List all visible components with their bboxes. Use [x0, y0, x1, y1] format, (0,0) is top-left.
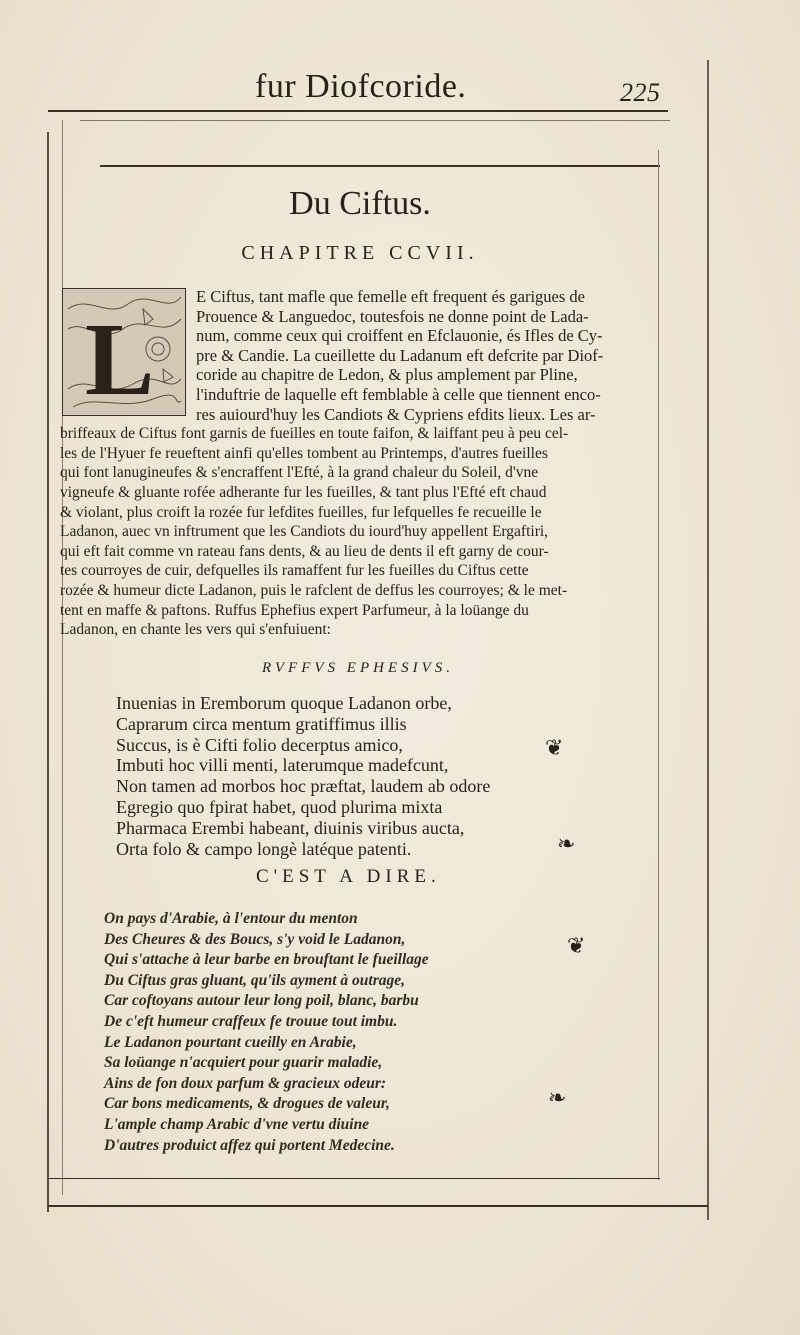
- latin-verse-line: Caprarum circa mentum gratiffimus illis: [116, 713, 407, 734]
- latin-verse-line: Non tamen ad morbos hoc præftat, laudem ab odore: [116, 776, 491, 797]
- fleuron-icon: ❦: [545, 736, 564, 761]
- body-line: Ladanon, en chante les vers qui s'enfuiuent:: [60, 621, 331, 639]
- body-line: tes courroyes de cuir, defquelles ils ramaffent fur les fueilles du Ciftus cette: [60, 562, 529, 580]
- svg-text:L: L: [85, 302, 155, 415]
- french-verse-line: Qui s'attache à leur barbe en brouftant le fueillage: [104, 951, 429, 969]
- french-verse-line: Sa loüange n'acquiert pour guarir maladie,: [104, 1054, 383, 1072]
- latin-verse-line: Orta folo & campo longè latéque patenti.: [116, 838, 412, 859]
- latin-verse-line: Egregio quo fpirat habet, quod plurima mixta: [116, 797, 443, 817]
- body-line: coride au chapitre de Ledon, & plus amplement par Pline,: [196, 365, 578, 385]
- decorated-initial: [62, 288, 186, 416]
- body-line: & violant, plus croift la rozée fur lefdites fueilles, fur lefquelles fe recueille le: [60, 503, 542, 521]
- body-line: briffeaux de Ciftus font garnis de fueilles en toute faifon, & laiffant peu à peu cel-: [60, 425, 569, 443]
- bottom-rule: [48, 1205, 708, 1207]
- body-line: Ladanon, auec vn inftrument que les Candiots du iourd'huy appellent Ergaftiri,: [60, 523, 549, 541]
- body-line: rozée & humeur dicte Ladanon, puis le rafclent de deffus les courroyes; & le met-: [60, 582, 568, 599]
- top-rule-thin: [80, 120, 670, 121]
- frame-right: [707, 60, 709, 1220]
- french-verse-line: D'autres produict affez qui portent Medecine.: [104, 1136, 395, 1154]
- body-line: num, comme ceux qui croiffent en Efclauonie, és Ifles de Cy-: [196, 326, 603, 346]
- decorated-initial-icon: [63, 289, 185, 415]
- fleuron-icon: ❧: [548, 1086, 567, 1111]
- french-verse-line: Car bons medicaments, & drogues de valeur,: [104, 1095, 390, 1113]
- body-line: pre & Candie. La cueillette du Ladanum eft defcrite par Diof-: [196, 345, 604, 365]
- french-verse-line: On pays d'Arabie, à l'entour du menton: [104, 910, 358, 927]
- frame-left-inner: [62, 120, 63, 1195]
- fleuron-icon: ❦: [567, 934, 586, 959]
- french-verse-line: Du Ciftus gras gluant, qu'ils ayment à outrage,: [104, 971, 406, 989]
- french-verse-line: L'ample champ Arabic d'vne vertu diuine: [104, 1116, 370, 1133]
- french-verse-line: Car coftoyans autour leur long poil, blanc, barbu: [104, 992, 419, 1010]
- body-line: vigneufe & gluante rofée adherante fur les fueilles, & tant plus l'Efté eft chaud: [60, 484, 547, 501]
- body-line: l'induftrie de laquelle eft femblable à celle que tiennent enco-: [196, 385, 601, 404]
- latin-verse-line: Succus, is è Cifti folio decerptus amico,: [116, 734, 403, 755]
- latin-verse-line: Inuenias in Eremborum quoque Ladanon orbe,: [116, 693, 452, 713]
- page-number: 225: [620, 78, 661, 107]
- top-rule: [48, 110, 668, 112]
- chapter-title: Du Ciftus.: [289, 185, 431, 222]
- body-line: les de l'Hyuer fe reueftent ainfi qu'elles tombent au Printemps, d'autres fueilles: [60, 444, 548, 462]
- body-line: E Ciftus, tant mafle que femelle eft frequent és garigues de: [196, 287, 585, 306]
- body-line: qui eft fait comme vn rateau fans dents, & au lieu de dents il eft garny de cour-: [60, 542, 549, 560]
- chapter-number: CHAPITRE CCVII.: [241, 242, 479, 264]
- frame-right-inner: [658, 150, 659, 1180]
- running-head-title: fur Diofcoride.: [255, 68, 467, 105]
- french-verse-line: Ains de fon doux parfum & gracieux odeur:: [104, 1074, 387, 1092]
- latin-verse-line: Imbuti hoc villi menti, laterumque madefcunt,: [116, 755, 449, 776]
- frame-left: [47, 132, 49, 1212]
- fleuron-icon: ❧: [557, 832, 576, 857]
- latin-verse-line: Pharmaca Erembi habeant, diuinis viribus aucta,: [116, 817, 465, 838]
- french-section-heading: C'EST A DIRE.: [256, 866, 441, 887]
- body-line: Prouence & Languedoc, toutesfois ne donne point de Lada-: [196, 306, 589, 326]
- body-line: qui font lanugineufes & s'encraffent l'Efté, à la grand chaleur du Soleil, d'vne: [60, 464, 539, 482]
- body-line: res auiourd'huy les Candiots & Cypriens efdits lieux. Les ar-: [196, 404, 596, 424]
- chapter-rule: [100, 165, 660, 167]
- french-verse-line: De c'eft humeur craffeux fe trouue tout imbu.: [104, 1013, 398, 1030]
- french-verse-line: Des Cheures & des Boucs, s'y void le Ladanon,: [104, 930, 406, 948]
- latin-section-heading: RVFFVS EPHESIVS.: [262, 660, 455, 676]
- bottom-rule-thin: [48, 1178, 660, 1179]
- french-verse-line: Le Ladanon pourtant cueilly en Arabie,: [104, 1033, 357, 1051]
- body-line: tent en maffe & paftons. Ruffus Ephefius expert Parfumeur, à la loüange du: [60, 601, 529, 619]
